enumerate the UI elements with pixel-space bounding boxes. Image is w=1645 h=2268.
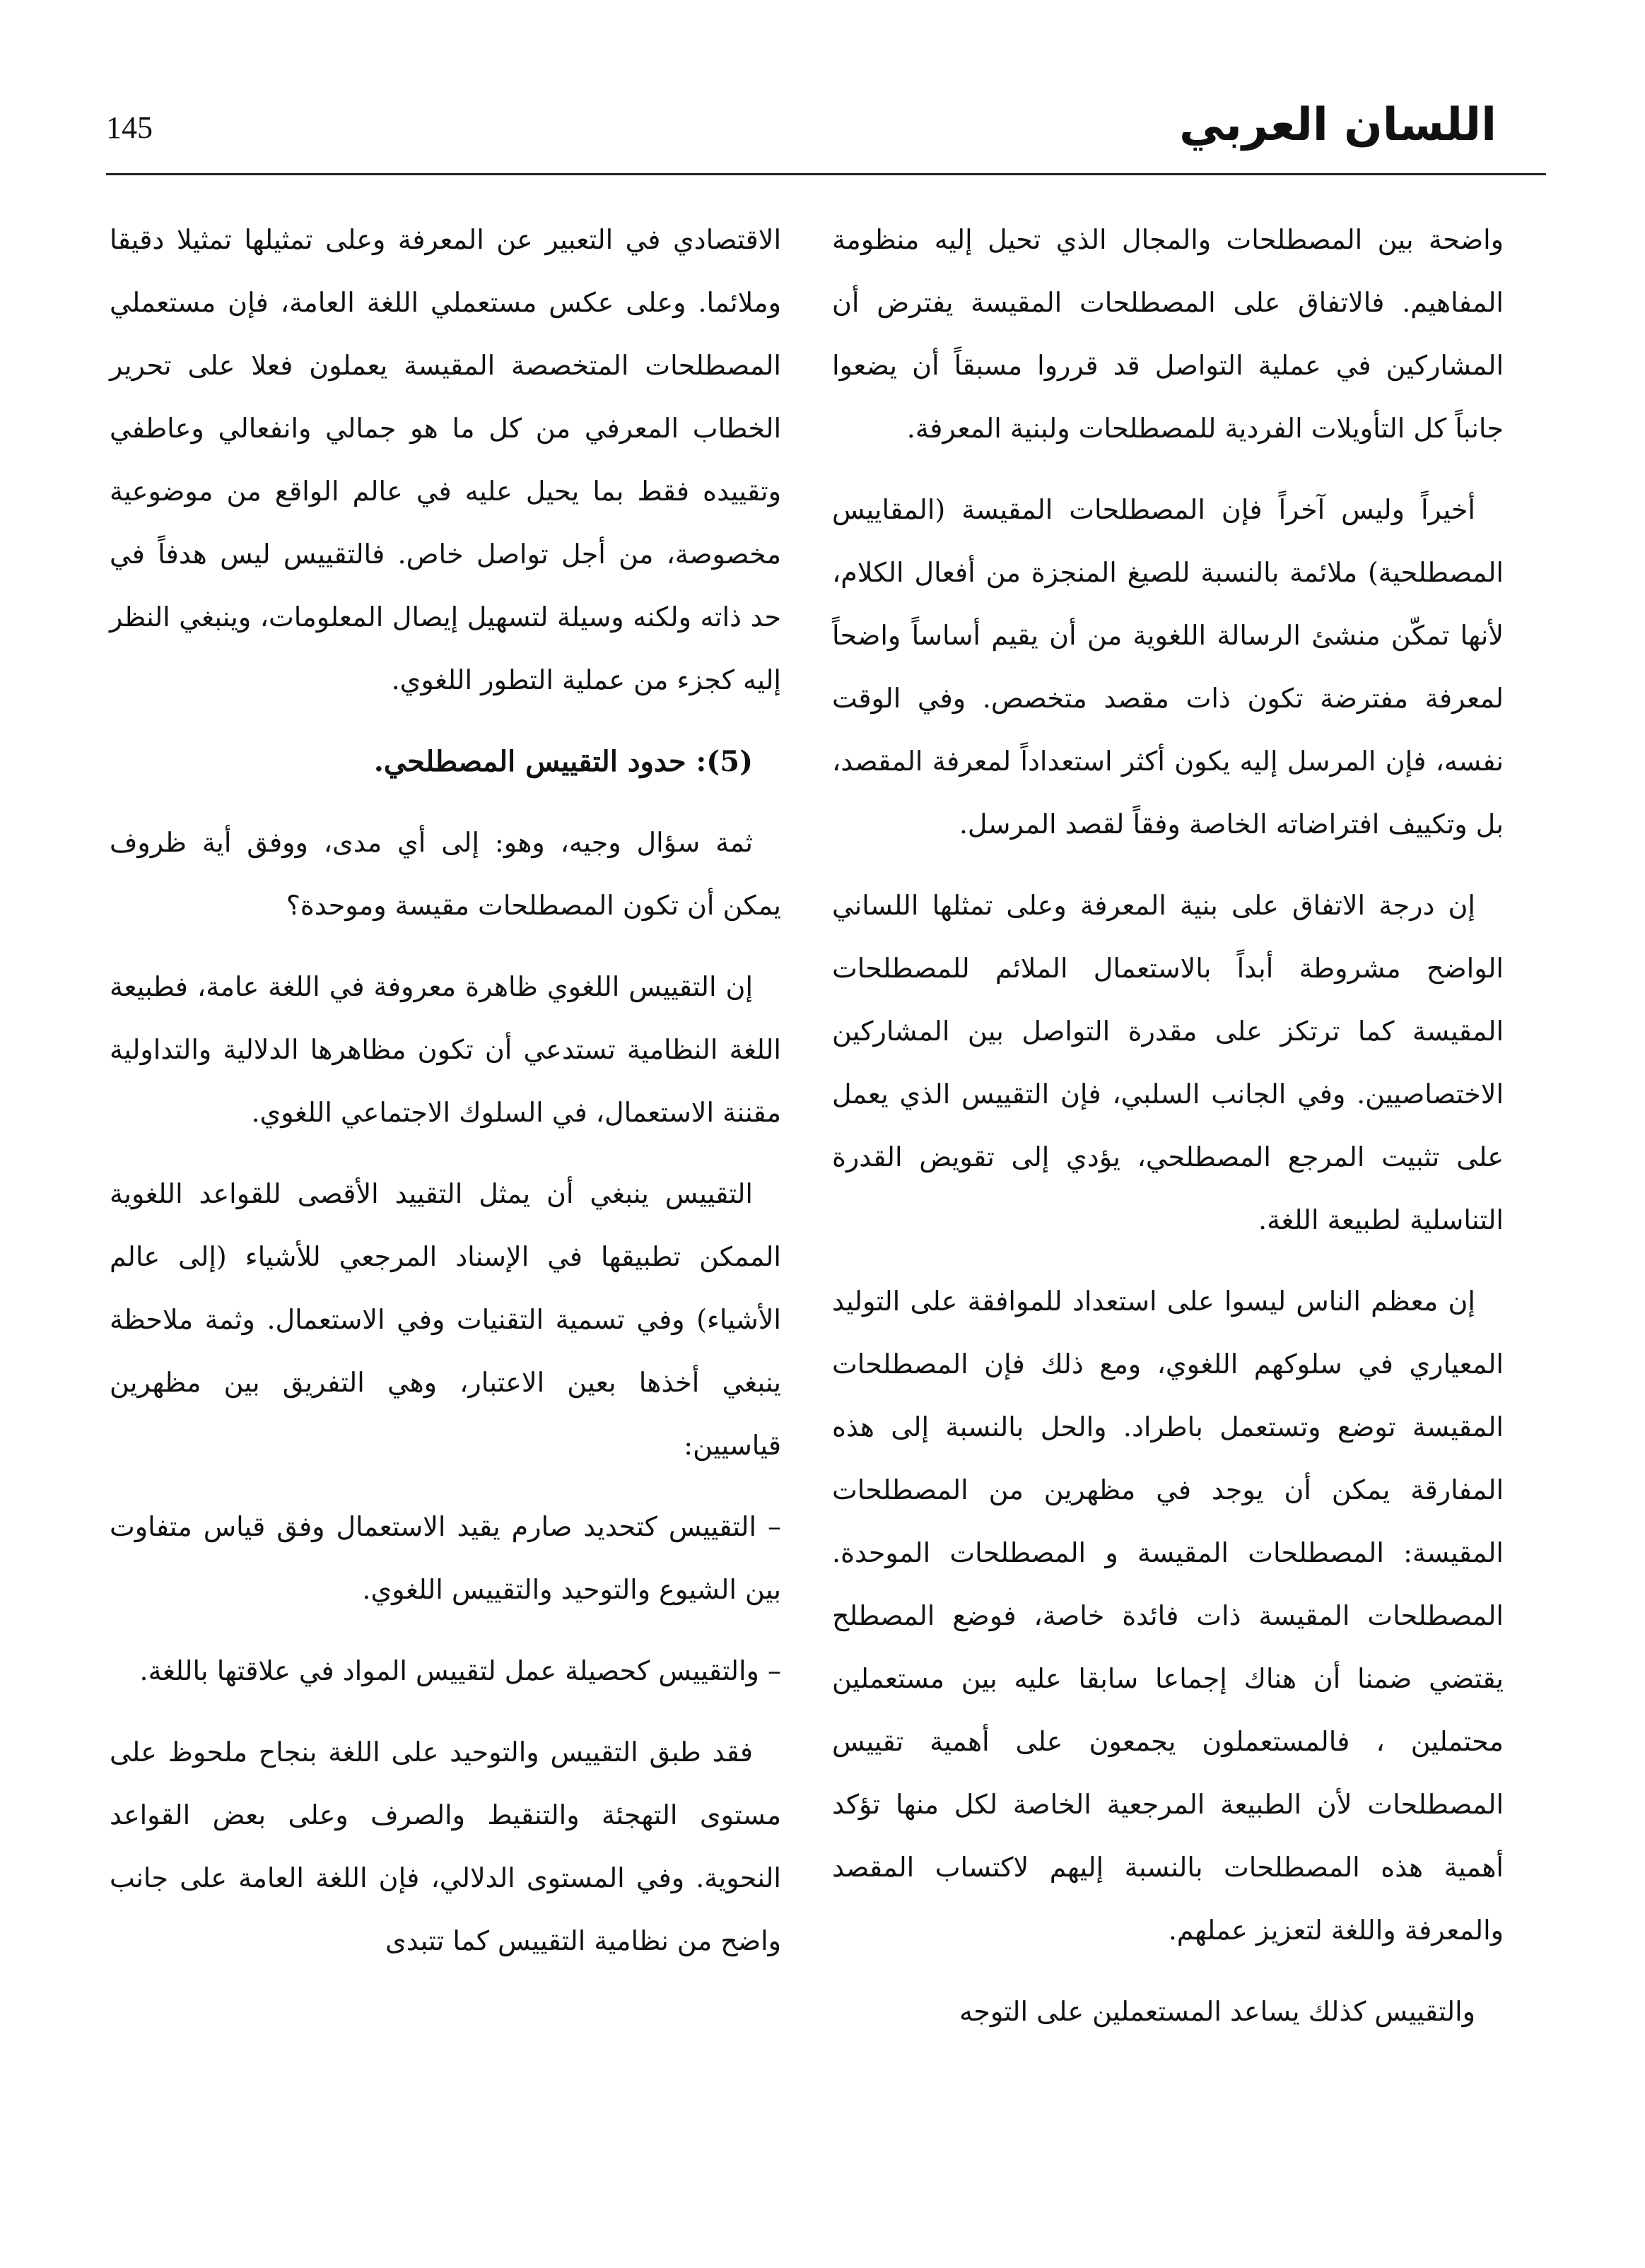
paragraph: أخيراً وليس آخراً فإن المصطلحات المقيسة (المقاييس المصطلحية) ملائمة بالنسبة للصيغ المنجزة من أفعال الكلام، لأنها تمكّن منشئ الرسالة اللغوية من أن يقيم أساساً واضحاً لمعرفة مفترضة تكون ذات مقصد متخصص. وفي الوقت نفسه، فإن المرسل إليه يكون أكثر استعداداً لمعرفة المقصد، بل وتكييف افتراضاته الخاصة وفقاً لقصد المرسل. [832,494,1504,840]
section-heading: (5): حدود التقييس المصطلحي. [373,745,753,778]
paragraph: التقييس ينبغي أن يمثل التقييد الأقصى للقواعد اللغوية الممكن تطبيقها في الإسناد المرجعي للأشياء (إلى عالم الأشياء) وفي تسمية التقنيات وفي الاستعمال. وثمة ملاحظة ينبغي أخذها بعين الاعتبار، وهي التفريق بين مظهرين قياسيين: [110,1178,781,1461]
left-column [110,208,781,1991]
paragraph: إن التقييس اللغوي ظاهرة معروفة في اللغة عامة، فطبيعة اللغة النظامية تستدعي أن تكون مظاهرها الدلالية والتداولية مقننة الاستعمال، في السلوك الاجتماعي اللغوي. [110,971,781,1128]
list-item: – التقييس كتحديد صارم يقيد الاستعمال وفق قياس متفاوت بين الشيوع والتوحيد والتقييس اللغوي. [110,1511,781,1605]
page-number: 145 [106,110,153,145]
paragraph: إن معظم الناس ليسوا على استعداد للموافقة على التوليد المعياري في سلوكهم اللغوي، ومع ذلك فإن المصطلحات المقيسة توضع وتستعمل باطراد. والحل بالنسبة إلى هذه المفارقة يمكن أن يوجد في مظهرين من المصطلحات المقيسة: المصطلحات المقيسة و المصطلحات الموحدة. المصطلحات المقيسة ذات فائدة خاصة، فوضع المصطلح يقتضي ضمنا أن هناك إجماعا سابقا عليه بين مستعملين محتملين ، فالمستعملون يجمعون على أهمية تقييس المصطلحات لأن الطبيعة المرجعية الخاصة لكل منها تؤكد أهمية هذه المصطلحات بالنسبة إليهم لاكتساب المقصد والمعرفة واللغة لتعزيز عملهم. [832,1286,1504,1946]
paragraph: واضحة بين المصطلحات والمجال الذي تحيل إليه منظومة المفاهيم. فالاتفاق على المصطلحات المقيسة يفترض أن المشاركين في عملية التواصل قد قرروا مسبقاً أن يضعوا جانباً كل التأويلات الفردية للمصطلحات ولبنية المعرفة. [832,224,1504,444]
list-item: – والتقييس كحصيلة عمل لتقييس المواد في علاقتها باللغة. [139,1655,781,1686]
header-divider [106,173,1546,175]
paragraph: فقد طبق التقييس والتوحيد على اللغة بنجاح ملحوظ على مستوى التهجئة والتنقيط والصرف وعلى بعض القواعد النحوية. وفي المستوى الدلالي، فإن اللغة العامة على جانب واضح من نظامية التقييس كما تتبدى [110,1737,781,1956]
paragraph: الاقتصادي في التعبير عن المعرفة وعلى تمثيلها تمثيلا دقيقا وملائما. وعلى عكس مستعملي اللغة العامة، فإن مستعملي المصطلحات المتخصصة المقيسة يعملون فعلا على تحرير الخطاب المعرفي من كل ما هو جمالي وانفعالي وعاطفي وتقييده فقط بما يحيل عليه في عالم الواقع من موضوعية مخصوصة، من أجل تواصل خاص. فالتقييس ليس هدفاً في حد ذاته ولكنه وسيلة لتسهيل إيصال المعلومات، وينبغي النظر إليه كجزء من عملية التطور اللغوي. [110,224,781,695]
paragraph: والتقييس كذلك يساعد المستعملين على التوجه [959,1996,1475,2027]
paragraph: إن درجة الاتفاق على بنية المعرفة وعلى تمثلها اللساني الواضح مشروطة أبداً بالاستعمال الملائم للمصطلحات المقيسة كما ترتكز على مقدرة التواصل بين المشاركين الاختصاصيين. وفي الجانب السلبي، فإن التقييس الذي يعمل على تثبيت المرجع المصطلحي، يؤدي إلى تقويض القدرة التناسلية لطبيعة اللغة. [832,890,1504,1235]
paragraph: ثمة سؤال وجيه، وهو: إلى أي مدى، ووفق أية ظروف يمكن أن تكون المصطلحات مقيسة وموحدة؟ [110,827,781,921]
journal-title: اللسان العربي [1179,99,1497,151]
right-column [832,208,1504,2062]
